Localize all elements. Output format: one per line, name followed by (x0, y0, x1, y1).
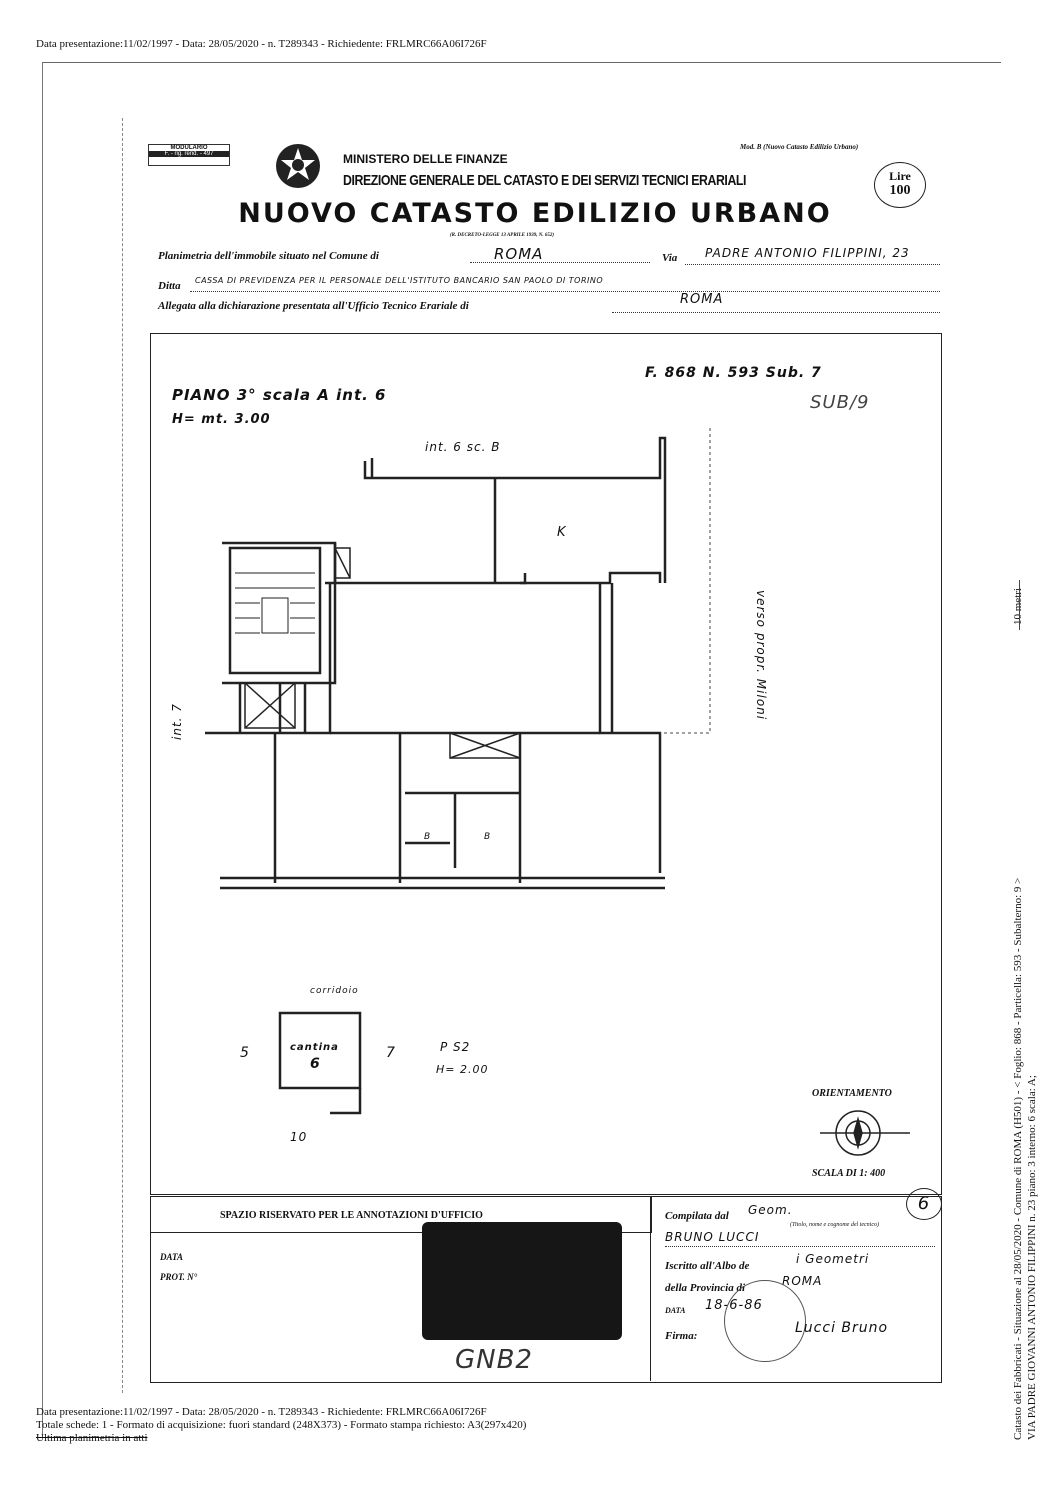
data-label: DATA (160, 1252, 184, 1262)
corridoio-label: corridoio (310, 986, 359, 996)
side-cadastre-info: Catasto dei Fabbricati - Situazione al 28/05/2020 - Comune di ROMA (H501) - < Foglio: 868 - Particella: 593 - Subalterno: 9 > (1012, 877, 1024, 1440)
document-title: NUOVO CATASTO EDILIZIO URBANO (238, 198, 832, 229)
planimetria-label: Planimetria dell'immobile situato nel Comune di (158, 250, 379, 262)
header-info: Data presentazione:11/02/1997 - Data: 28/05/2020 - n. T289343 - Richiedente: FRLMRC66A06I726F (36, 38, 487, 50)
ufficio-value: ROMA (680, 292, 724, 307)
compilata-role: Geom. (748, 1203, 793, 1217)
ufficio-field (612, 298, 940, 313)
decreto-text: (R. DECRETO-LEGGE 13 APRILE 1939, N. 652) (450, 233, 555, 238)
redacted-stamp (422, 1222, 622, 1340)
cantina-number: 6 (310, 1056, 321, 1072)
ps2-label: P S2 (440, 1040, 471, 1054)
footer-line-3: Ultima planimetria in atti (36, 1432, 148, 1444)
via-label: Via (662, 252, 678, 264)
firma-label: Firma: (665, 1330, 698, 1342)
bagno-1: B (424, 832, 432, 842)
adjacent-left-number: 5 (240, 1045, 250, 1061)
lire-label: Lire (889, 169, 911, 183)
via-value: PADRE ANTONIO FILIPPINI, 23 (705, 246, 910, 260)
republic-emblem-icon (272, 140, 324, 192)
compilata-label: Compilata dal (665, 1210, 729, 1222)
prot-label: PROT. N° (160, 1272, 198, 1282)
provincia-label: della Provincia di (665, 1282, 746, 1294)
sub-correction: SUB/9 (810, 392, 870, 413)
scala-label: SCALA DI 1: 400 (812, 1168, 886, 1179)
lire-value: 100 (889, 183, 911, 198)
data-sign-value: 18-6-86 (705, 1298, 763, 1313)
footer-line-2: Totale schede: 1 - Formato di acquisizione: fuori standard (248X373) - Formato stampa richiesto: A3(297x420) (36, 1419, 527, 1431)
handwritten-note: GNB2 (455, 1345, 533, 1375)
allegata-label: Allegata alla dichiarazione presentata all'Ufficio Tecnico Erariale di (158, 300, 469, 312)
verso-label: verso propr. Miloni (754, 590, 768, 721)
footer-line-1: Data presentazione:11/02/1997 - Data: 28/05/2020 - n. T289343 - Richiedente: FRLMRC66A06I726F (36, 1406, 487, 1418)
tecnico-line (665, 1244, 935, 1247)
iscritto-label: Iscritto all'Albo de (665, 1260, 750, 1272)
scale-label: 10 metri (1012, 588, 1024, 625)
adjacent-right-number: 7 (386, 1045, 396, 1061)
h2-label: H= 2.00 (436, 1063, 489, 1076)
int-b-label: int. 6 sc. B (425, 440, 501, 454)
ministry-name: MINISTERO DELLE FINANZE (343, 152, 508, 166)
modulario-box (148, 144, 230, 166)
ditta-value: CASSA DI PREVIDENZA PER IL PERSONALE DELL'ISTITUTO BANCARIO SAN PAOLO DI TORINO (195, 276, 604, 285)
official-stamp-icon (724, 1280, 806, 1362)
comune-value: ROMA (494, 245, 544, 263)
altezza-label: H= mt. 3.00 (172, 412, 271, 427)
ditta-label: Ditta (158, 280, 181, 292)
floor-plan-drawing (150, 333, 940, 1193)
albo-value: i Geometri (796, 1252, 870, 1266)
k-label: K (557, 525, 567, 540)
circled-number: 6 (906, 1188, 942, 1220)
foglio-label: F. 868 N. 593 Sub. 7 (645, 365, 822, 381)
tecnico-name: BRUNO LUCCI (665, 1230, 760, 1244)
firma-signature: Lucci Bruno (795, 1320, 889, 1336)
modulario-code: F. - rig. rend. - 497 (149, 151, 229, 157)
modulario-label: MODULARIO (170, 145, 208, 151)
scale-tick (1005, 580, 1020, 630)
direzione-name: DIREZIONE GENERALE DEL CATASTO E DEI SERVIZI TECNICI ERARIALI (343, 172, 747, 189)
spazio-label: SPAZIO RISERVATO PER LE ANNOTAZIONI D'UFFICIO (220, 1210, 483, 1221)
adjacent-bottom-number: 10 (290, 1130, 308, 1144)
provincia-value: ROMA (782, 1274, 823, 1288)
data-sign-label: DATA (665, 1306, 686, 1315)
bagno-2: B (484, 832, 492, 842)
piano-label: PIANO 3° scala A int. 6 (172, 386, 387, 404)
int7-label: int. 7 (170, 703, 184, 740)
cantina-label: cantina (290, 1042, 339, 1053)
titolo-note: (Titolo, nome e cognome del tecnico) (790, 1222, 879, 1228)
footer-info (36, 1406, 526, 1445)
side-address-info: VIA PADRE GIOVANNI ANTONIO FILIPPINI n. 23 piano: 3 interno: 6 scala: A; (1026, 1075, 1038, 1440)
orientamento-label: ORIENTAMENTO (812, 1088, 892, 1099)
mod-b-label: Mod. B (Nuovo Catasto Edilizio Urbano) (740, 143, 859, 151)
